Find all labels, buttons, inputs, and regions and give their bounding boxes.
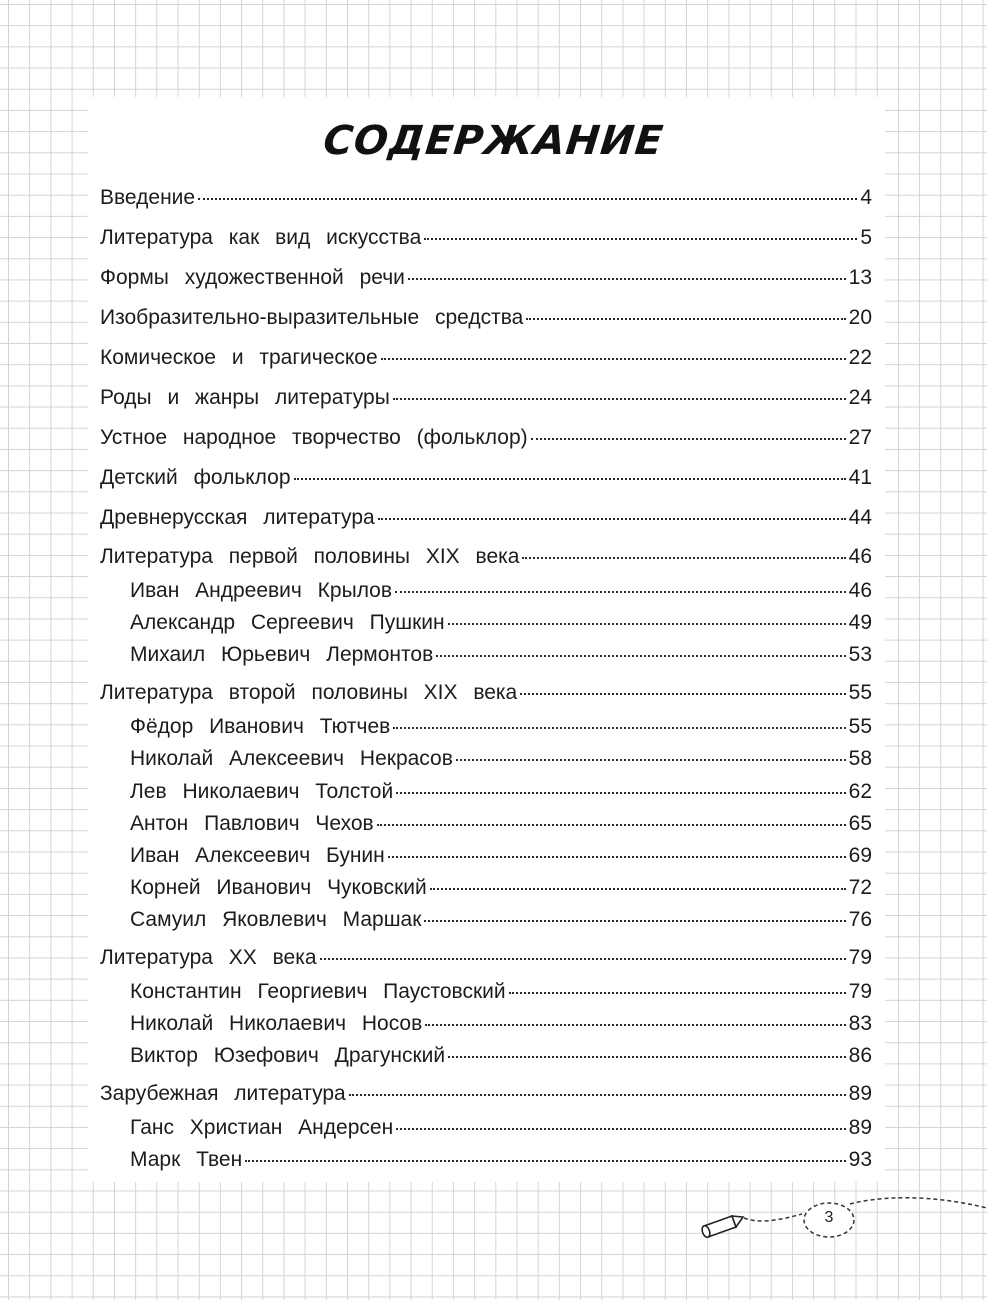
toc-entry-label: Комическое и трагическое (100, 346, 378, 369)
toc-entry-page: 62 (848, 780, 872, 803)
toc-entry-foreign[interactable] (100, 1082, 872, 1106)
toc-entry-page: 89 (848, 1082, 872, 1105)
dot-leader (522, 557, 845, 559)
page-title: СОДЕРЖАНИЕ (321, 118, 666, 164)
toc-entry-label: Константин Георгиевич Паустовский (130, 980, 506, 1003)
dot-leader (378, 518, 846, 520)
toc-entry-page: 5 (860, 226, 872, 249)
toc-entry-page: 27 (848, 426, 872, 449)
dot-leader (448, 623, 846, 625)
toc-subentry-lermontov[interactable] (130, 643, 872, 667)
toc-entry-art[interactable] (100, 226, 872, 250)
pencil-icon (701, 1216, 743, 1238)
toc-entry-label: Зарубежная литература (100, 1082, 346, 1105)
toc-entry-page: 55 (848, 715, 872, 738)
dot-leader (349, 1094, 846, 1096)
toc-entry-page: 58 (848, 747, 872, 770)
dot-leader (425, 1024, 845, 1026)
toc-entry-page: 4 (860, 186, 872, 209)
dot-leader (377, 824, 846, 826)
toc-entry-label: Виктор Юзефович Драгунский (130, 1044, 446, 1067)
toc-entry-label: Фёдор Иванович Тютчев (130, 715, 391, 738)
toc-entry-page: 46 (848, 579, 872, 602)
dot-leader (396, 1128, 845, 1130)
toc-entry-page: 49 (848, 611, 872, 634)
table-of-contents (100, 0, 872, 1300)
dot-leader (320, 958, 846, 960)
toc-entry-page: 89 (848, 1116, 872, 1139)
toc-subentry-andersen[interactable] (130, 1116, 872, 1140)
dot-leader (388, 856, 846, 858)
dot-leader (430, 888, 846, 890)
toc-subentry-pushkin[interactable] (130, 611, 872, 635)
toc-subentry-bunin[interactable] (130, 844, 872, 868)
page-number: 3 (824, 1209, 834, 1226)
toc-entry-page: 20 (848, 306, 872, 329)
toc-entry-label: Александр Сергеевич Пушкин (130, 611, 445, 634)
toc-entry-page: 83 (848, 1012, 872, 1035)
dot-leader (393, 727, 845, 729)
dot-leader (245, 1160, 845, 1162)
toc-entry-children-folklore[interactable] (100, 466, 872, 490)
toc-entry-page: 55 (848, 681, 872, 704)
dot-leader (448, 1056, 846, 1058)
dot-leader (424, 920, 845, 922)
toc-entry-label: Литература XX века (100, 946, 317, 969)
toc-subentry-nosov[interactable] (130, 1012, 872, 1036)
toc-subentry-marshak[interactable] (130, 908, 872, 932)
toc-entry-label: Изобразительно-выразительные средства (100, 306, 524, 329)
toc-entry-label: Николай Николаевич Носов (130, 1012, 423, 1035)
toc-entry-genres[interactable] (100, 386, 872, 410)
dot-leader (424, 238, 857, 240)
dot-leader (531, 438, 846, 440)
toc-entry-speech-forms[interactable] (100, 266, 872, 290)
toc-subentry-paustovsky[interactable] (130, 980, 872, 1004)
dot-leader (381, 358, 846, 360)
toc-entry-label: Лев Николаевич Толстой (130, 780, 394, 803)
toc-entry-label: Антон Павлович Чехов (130, 812, 374, 835)
dot-leader (456, 759, 846, 761)
toc-subentry-nekrasov[interactable] (130, 747, 872, 771)
toc-entry-label: Литература первой половины XIX века (100, 545, 520, 568)
dot-leader (520, 693, 845, 695)
toc-entry-intro[interactable] (100, 186, 872, 210)
toc-entry-expressive-means[interactable] (100, 306, 872, 330)
toc-entry-label: Самуил Яковлевич Маршак (130, 908, 422, 931)
toc-entry-20c[interactable] (100, 946, 872, 970)
dot-leader (393, 398, 846, 400)
toc-entry-label: Формы художественной речи (100, 266, 405, 289)
toc-entry-label: Ганс Христиан Андерсен (130, 1116, 394, 1139)
toc-entry-label: Николай Алексеевич Некрасов (130, 747, 453, 770)
toc-entry-label: Детский фольклор (100, 466, 291, 489)
toc-entry-page: 13 (848, 266, 872, 289)
toc-entry-page: 72 (848, 876, 872, 899)
toc-subentry-chekhov[interactable] (130, 812, 872, 836)
toc-entry-label: Корней Иванович Чуковский (130, 876, 427, 899)
toc-entry-folklore[interactable] (100, 426, 872, 450)
toc-entry-page: 79 (848, 946, 872, 969)
dot-leader (396, 792, 845, 794)
toc-entry-19c-first-half[interactable] (100, 545, 872, 569)
toc-entry-label: Марк Твен (130, 1148, 243, 1171)
toc-entry-label: Литература второй половины XIX века (100, 681, 518, 704)
toc-entry-label: Иван Алексеевич Бунин (130, 844, 385, 867)
toc-entry-label: Древнерусская литература (100, 506, 375, 529)
toc-subentry-krylov[interactable] (130, 579, 872, 603)
dot-leader (294, 478, 846, 480)
toc-subentry-twain[interactable] (130, 1148, 872, 1172)
dot-leader (509, 992, 846, 994)
toc-entry-page: 93 (848, 1148, 872, 1171)
toc-entry-label: Иван Андреевич Крылов (130, 579, 393, 602)
toc-entry-page: 65 (848, 812, 872, 835)
toc-entry-19c-second-half[interactable] (100, 681, 872, 705)
toc-entry-label: Введение (100, 186, 196, 209)
toc-entry-old-russian[interactable] (100, 506, 872, 530)
dot-leader (198, 198, 857, 200)
toc-subentry-chukovsky[interactable] (130, 876, 872, 900)
toc-entry-label: Михаил Юрьевич Лермонтов (130, 643, 434, 666)
toc-subentry-tolstoy[interactable] (130, 780, 872, 804)
dot-leader (408, 278, 846, 280)
toc-entry-page: 86 (848, 1044, 872, 1067)
toc-entry-label: Литература как вид искусства (100, 226, 422, 249)
dot-leader (436, 655, 845, 657)
toc-entry-page: 41 (848, 466, 872, 489)
toc-entry-page: 53 (848, 643, 872, 666)
toc-entry-page: 79 (848, 980, 872, 1003)
toc-entry-page: 69 (848, 844, 872, 867)
toc-subentry-dragunsky[interactable] (130, 1044, 872, 1068)
toc-entry-page: 24 (848, 386, 872, 409)
toc-entry-page: 22 (848, 346, 872, 369)
toc-entry-page: 76 (848, 908, 872, 931)
toc-entry-label: Устное народное творчество (фольклор) (100, 426, 528, 449)
toc-entry-page: 46 (848, 545, 872, 568)
toc-subentry-tyutchev[interactable] (130, 715, 872, 739)
toc-entry-label: Роды и жанры литературы (100, 386, 390, 409)
toc-entry-page: 44 (848, 506, 872, 529)
dot-leader (526, 318, 845, 320)
toc-entry-comic-tragic[interactable] (100, 346, 872, 370)
dot-leader (395, 591, 846, 593)
